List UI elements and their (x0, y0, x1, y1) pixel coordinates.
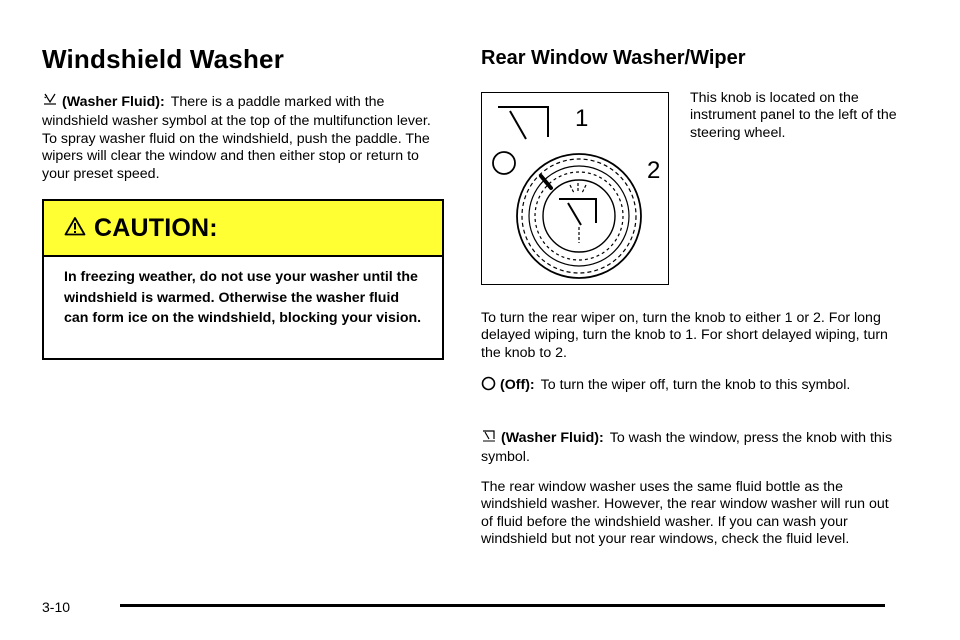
warning-triangle-icon (64, 216, 86, 241)
footer-rule (120, 604, 885, 607)
shared-fluid-paragraph: The rear window washer uses the same fluid bottle as the windshield washer. However, the rear window washer will run out of fluid before the windshield washer. If you can wash your windshield but not your rear windows, check the fluid level. (481, 479, 889, 548)
rear-washer-text: To wash the window, press the knob with this symbol. (481, 430, 893, 466)
rear-washer-fluid-icon (481, 428, 497, 449)
knob-location-paragraph: This knob is located on the instrument panel to the left of the steering wheel. (690, 90, 897, 141)
caution-box (42, 199, 444, 360)
right-column (481, 44, 901, 548)
turn-wiper-paragraph: To turn the rear wiper on, turn the knob to either 1 or 2. For long delayed wiping, turn the knob to 1. For short delayed wiping, turn the knob to 2. (481, 310, 888, 361)
rear-washer-heading: Rear Window Washer/Wiper (481, 47, 746, 69)
washer-fluid-text: There is a paddle marked with the windshield washer symbol at the top of the multifunction lever. To spray washer fluid on the windshield, push the paddle. The wipers will clear the window and then either stop or return to your preset speed. (42, 94, 431, 182)
position-label-1: 1 (575, 105, 589, 132)
caution-header (44, 201, 442, 257)
rear-washer-paragraph (481, 428, 901, 467)
windshield-washer-paragraph (42, 92, 446, 183)
rear-wiper-knob-illustration (481, 92, 669, 285)
knob-washer-symbol-icon (559, 183, 596, 243)
page-number: 3-10 (42, 599, 71, 615)
rear-washer-label: (Washer Fluid): (501, 430, 604, 446)
left-column (42, 44, 446, 326)
off-text: To turn the wiper off, turn the knob to this symbol. (540, 377, 851, 393)
off-circle-icon (481, 376, 496, 396)
caution-title: CAUTION: (94, 213, 218, 242)
off-label: (Off): (500, 377, 535, 393)
washer-fluid-icon (42, 92, 58, 113)
position-label-2: 2 (647, 157, 661, 184)
windshield-washer-heading: Windshield Washer (42, 44, 285, 74)
off-position-icon (493, 152, 515, 174)
off-paragraph (481, 376, 901, 396)
washer-fluid-label: (Washer Fluid): (62, 94, 165, 110)
caution-text: In freezing weather, do not use your washer until the windshield is warmed. Otherwise the washer fluid can form ice on the windshield, blocking your vision. (64, 269, 422, 326)
wiper-symbol-icon (498, 107, 548, 139)
